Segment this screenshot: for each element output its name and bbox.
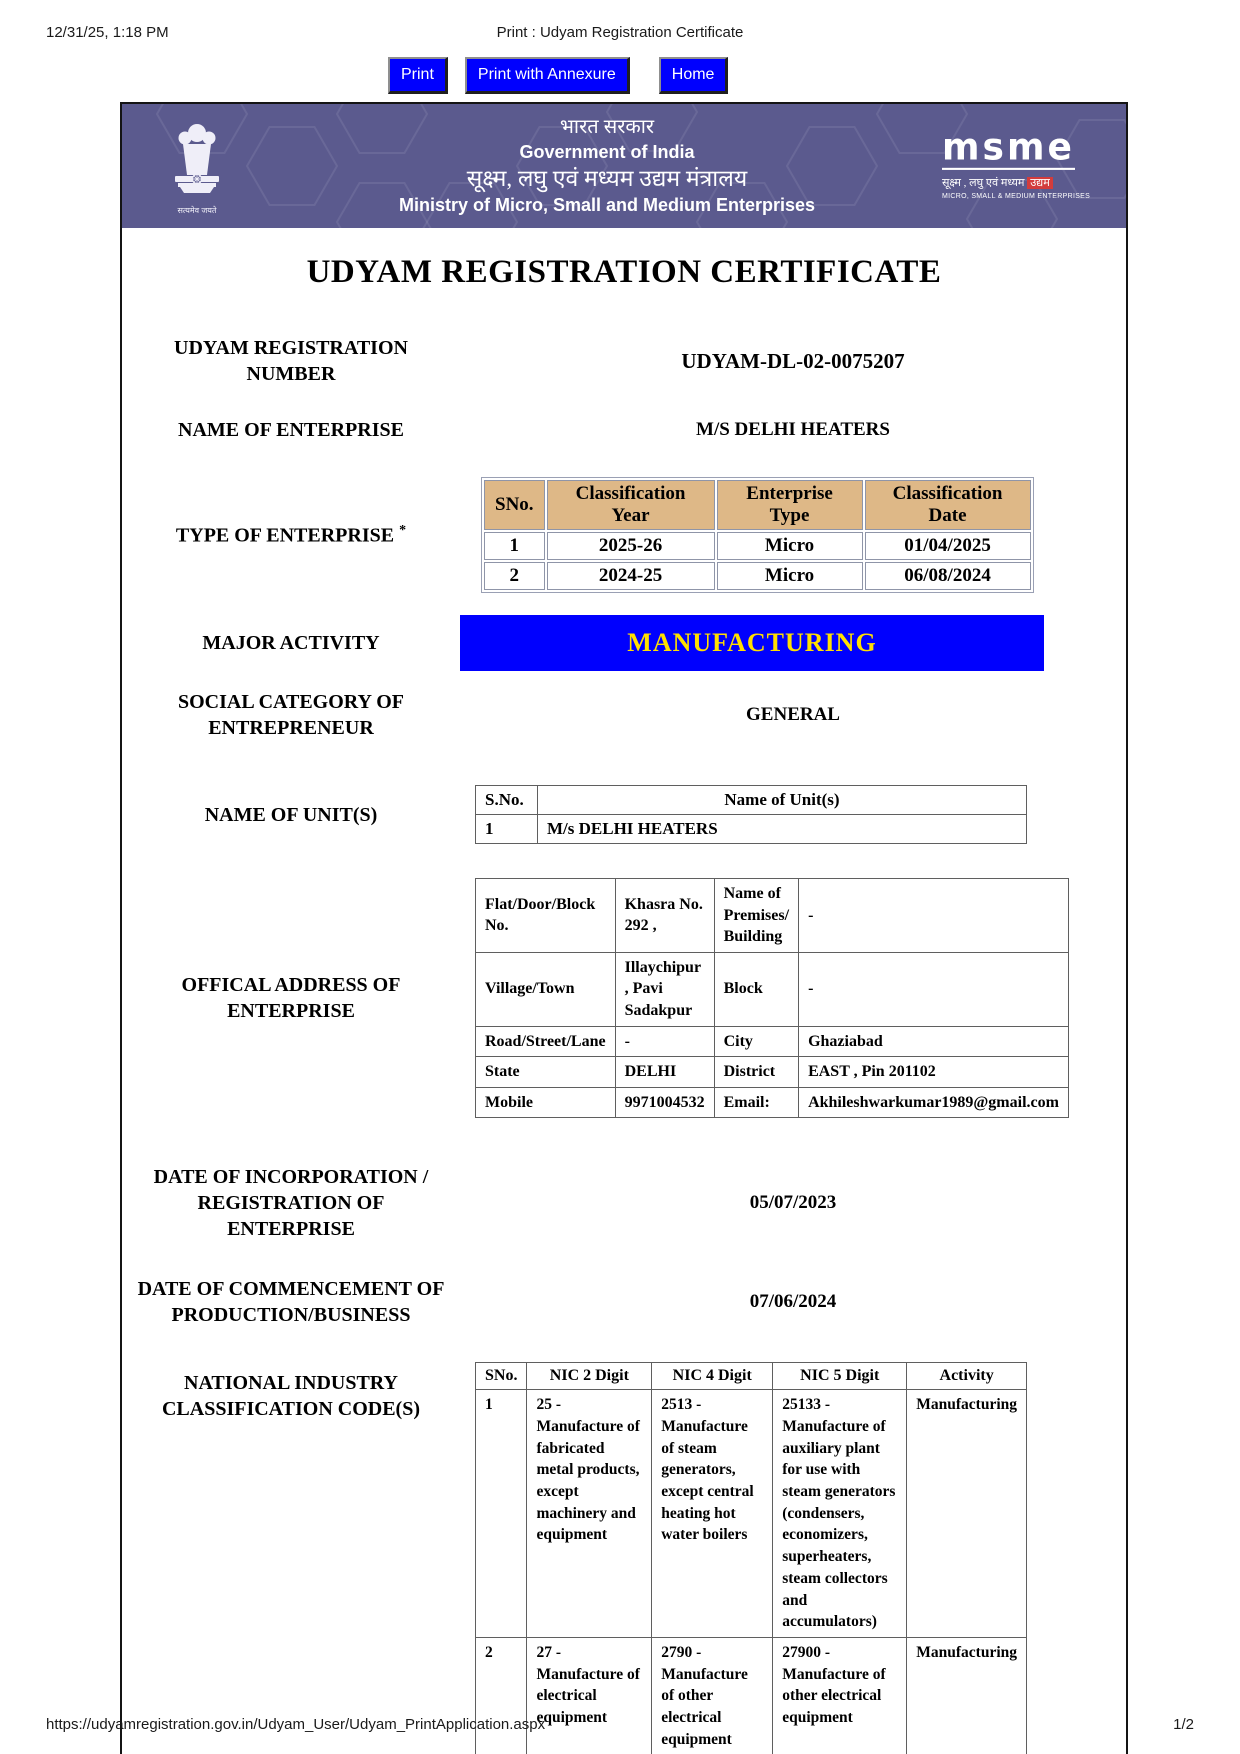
table-cell: Micro <box>717 532 863 560</box>
table-cell: 27900 - Manufacture of other electrical equipment <box>773 1637 907 1754</box>
nic-codes-label: NATIONAL INDUSTRY CLASSIFICATION CODE(S) <box>161 1372 420 1421</box>
table-header-cell: S.No. <box>476 786 538 815</box>
msme-tagline-english: MICRO, SMALL & MEDIUM ENTERPRISES <box>942 192 1091 200</box>
emblem-caption: सत्यमेव जयते <box>177 205 217 215</box>
enterprise-type-label-text: TYPE OF ENTERPRISE <box>175 524 395 547</box>
table-cell: DELHI <box>615 1057 714 1088</box>
enterprise-type-row <box>122 477 1126 593</box>
browser-print-header <box>0 0 1240 41</box>
certificate-title: UDYAM REGISTRATION CERTIFICATE <box>306 254 942 290</box>
table-header-row <box>484 480 1031 530</box>
table-cell: - <box>799 879 1069 953</box>
nic-table <box>475 1362 1027 1754</box>
msme-tagline-hindi-text: सूक्ष्म , लघु एवं मध्यम <box>942 176 1025 189</box>
table-cell: M/s DELHI HEATERS <box>538 815 1027 844</box>
table-cell: Email: <box>714 1087 798 1118</box>
units-table <box>475 785 1027 844</box>
table-cell: Road/Street/Lane <box>476 1026 616 1057</box>
table-header-cell: Classification Date <box>865 480 1031 530</box>
table-cell: District <box>714 1057 798 1088</box>
classification-table <box>481 477 1034 593</box>
units-row <box>122 785 1126 844</box>
table-cell: City <box>714 1026 798 1057</box>
enterprise-name-label: NAME OF ENTERPRISE <box>178 419 404 441</box>
table-header-row <box>476 1363 1027 1390</box>
print-datetime: 12/31/25, 1:18 PM <box>46 24 169 41</box>
social-category-row <box>122 689 1126 741</box>
print-button[interactable]: Print <box>388 57 448 94</box>
ashoka-emblem <box>122 117 272 216</box>
table-cell: Micro <box>717 562 863 590</box>
social-category-value: GENERAL <box>746 704 840 725</box>
commencement-date-label: DATE OF COMMENCEMENT OF PRODUCTION/BUSINESS <box>137 1278 445 1327</box>
table-cell: 1 <box>476 1390 527 1638</box>
table-cell: 2790 - Manufacture of other electrical equipment <box>652 1637 773 1754</box>
table-cell: - <box>615 1026 714 1057</box>
table-cell: 2 <box>484 562 545 590</box>
table-cell: 2024-25 <box>547 562 715 590</box>
address-row <box>122 878 1126 1118</box>
table-row <box>476 879 1069 953</box>
table-header-cell: Name of Unit(s) <box>538 786 1027 815</box>
banner-line-ministry: Ministry of Micro, Small and Medium Enterprises <box>398 194 816 215</box>
enterprise-name-row <box>122 417 1126 443</box>
registration-number-value: UDYAM-DL-02-0075207 <box>681 348 905 373</box>
table-row <box>484 532 1031 560</box>
registration-number-label: UDYAM REGISTRATION NUMBER <box>174 337 408 385</box>
table-row <box>476 1637 1027 1754</box>
print-footer-url: https://udyamregistration.gov.in/Udyam_User/Udyam_PrintApplication.aspx <box>46 1716 546 1733</box>
registration-number-row <box>122 335 1126 387</box>
table-cell: Name of Premises/ Building <box>714 879 798 953</box>
enterprise-name-value: M/S DELHI HEATERS <box>696 419 890 440</box>
table-cell: 01/04/2025 <box>865 532 1031 560</box>
commencement-date-row <box>122 1276 1126 1328</box>
major-activity-value-banner: MANUFACTURING <box>460 615 1044 671</box>
incorporation-date-label: DATE OF INCORPORATION / REGISTRATION OF ENTERPRISE <box>153 1166 429 1241</box>
table-row <box>484 562 1031 590</box>
government-banner <box>122 104 1126 228</box>
incorporation-date-value: 05/07/2023 <box>749 1192 837 1214</box>
table-header-cell: NIC 4 Digit <box>652 1363 773 1390</box>
table-header-cell: Classification Year <box>547 480 715 530</box>
print-document-title: Print : Udyam Registration Certificate <box>496 24 744 41</box>
table-cell: - <box>799 952 1069 1026</box>
table-header-cell: NIC 2 Digit <box>527 1363 652 1390</box>
table-cell: Khasra No. 292 , <box>615 879 714 953</box>
table-header-cell: Activity <box>907 1363 1027 1390</box>
table-cell: 1 <box>484 532 545 560</box>
table-cell: Village/Town <box>476 952 616 1026</box>
table-row <box>476 1057 1069 1088</box>
print-with-annexure-button[interactable]: Print with Annexure <box>465 57 630 94</box>
msme-tagline-hindi <box>942 175 1102 190</box>
table-header-cell: NIC 5 Digit <box>773 1363 907 1390</box>
table-cell: Illaychipur , Pavi Sadakpur <box>615 952 714 1026</box>
banner-line-government-of-india: Government of India <box>519 141 695 162</box>
msme-tagline-hindi-highlight: उद्यम <box>1027 177 1053 189</box>
table-cell: 9971004532 <box>615 1087 714 1118</box>
table-cell: Block <box>714 952 798 1026</box>
browser-print-footer <box>0 1716 1240 1733</box>
enterprise-type-label <box>122 522 460 549</box>
table-cell: Akhileshwarkumar1989@gmail.com <box>799 1087 1069 1118</box>
toolbar <box>388 57 1240 94</box>
address-label: OFFICAL ADDRESS OF ENTERPRISE <box>181 974 401 1023</box>
enterprise-type-asterisk: * <box>399 522 407 538</box>
table-row <box>476 1087 1069 1118</box>
table-cell: Manufacturing <box>907 1637 1027 1754</box>
table-cell: 25133 - Manufacture of auxiliary plant for use with steam generators (condensers, economizers, superheaters, steam collectors and accumulators) <box>773 1390 907 1638</box>
print-header-spacer <box>864 24 1194 41</box>
table-header-cell: SNo. <box>476 1363 527 1390</box>
table-cell: Ghaziabad <box>799 1026 1069 1057</box>
table-cell: 2025-26 <box>547 532 715 560</box>
home-button[interactable]: Home <box>659 57 729 94</box>
units-label: NAME OF UNIT(S) <box>204 803 378 826</box>
banner-titles <box>272 115 942 218</box>
table-cell: Manufacturing <box>907 1390 1027 1638</box>
table-cell: 1 <box>476 815 538 844</box>
table-cell: 06/08/2024 <box>865 562 1031 590</box>
table-cell: 2 <box>476 1637 527 1754</box>
table-row <box>476 1026 1069 1057</box>
certificate-container <box>120 102 1128 1754</box>
table-header-cell: Enterprise Type <box>717 480 863 530</box>
table-cell: 27 - Manufacture of electrical equipment <box>527 1637 652 1754</box>
table-cell: Flat/Door/Block No. <box>476 879 616 953</box>
msme-wordmark: msme <box>942 126 1075 170</box>
table-cell: State <box>476 1057 616 1088</box>
table-cell: 25 - Manufacture of fabricated metal products, except machinery and equipment <box>527 1390 652 1638</box>
msme-logo <box>942 126 1102 200</box>
table-row <box>476 952 1069 1026</box>
table-cell: Mobile <box>476 1087 616 1118</box>
major-activity-row <box>122 615 1126 671</box>
nic-codes-row <box>122 1362 1126 1754</box>
social-category-label: SOCIAL CATEGORY OF ENTREPRENEUR <box>178 691 404 739</box>
table-cell: EAST , Pin 201102 <box>799 1057 1069 1088</box>
table-row <box>476 815 1027 844</box>
commencement-date-value: 07/06/2024 <box>749 1291 837 1313</box>
print-page-number: 1/2 <box>1173 1716 1194 1733</box>
banner-line-hindi-government: भारत सरकार <box>559 115 655 138</box>
address-table <box>475 878 1069 1118</box>
ashoka-emblem-graphic <box>166 117 228 203</box>
table-header-row <box>476 786 1027 815</box>
major-activity-label: MAJOR ACTIVITY <box>202 632 380 654</box>
banner-line-hindi-ministry: सूक्ष्म, लघु एवं मध्यम उद्यम मंत्रालय <box>466 166 748 191</box>
table-row <box>476 1390 1027 1638</box>
table-cell: 2513 - Manufacture of steam generators, except central heating hot water boilers <box>652 1390 773 1638</box>
table-header-cell: SNo. <box>484 480 545 530</box>
incorporation-date-row <box>122 1164 1126 1242</box>
